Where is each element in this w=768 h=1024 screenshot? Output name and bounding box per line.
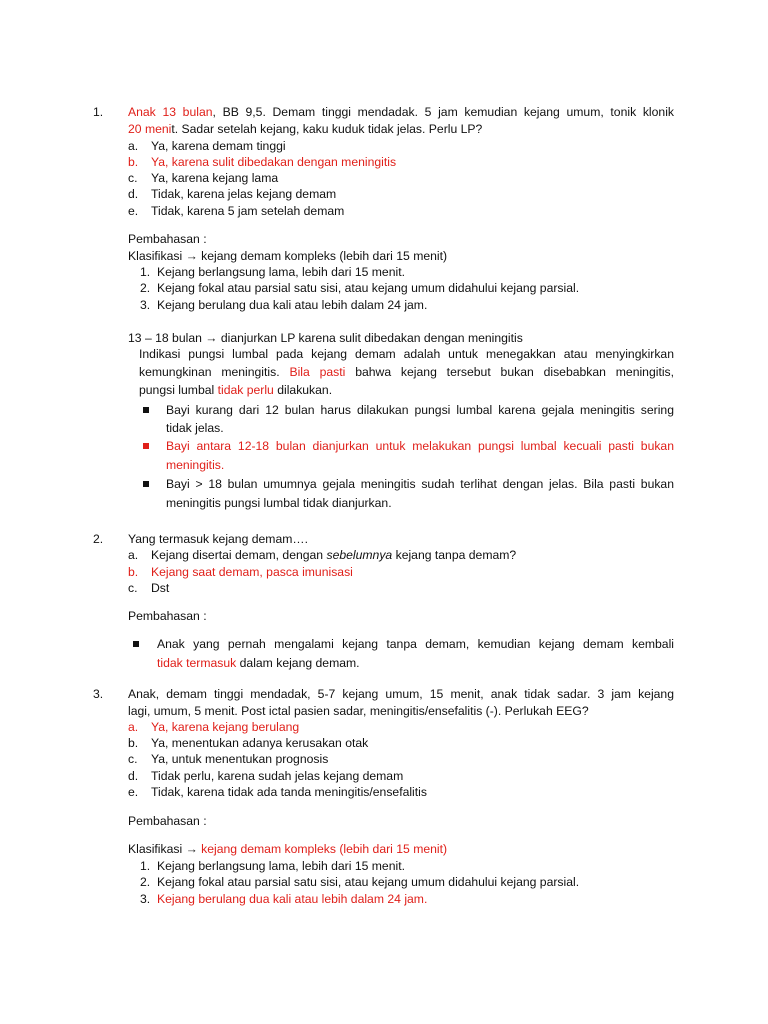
q1-criteria-1-num: 1. — [140, 265, 151, 279]
q1-stem-line-2 — [128, 121, 482, 137]
q3-criteria-1: Kejang berlangsung lama, lebih dari 15 menit. — [157, 859, 405, 873]
arrow-icon: → — [185, 249, 198, 263]
q2-option-c: Dst — [151, 581, 170, 595]
q1-bullet-2-l1: Bayi antara 12-18 bulan dianjurkan untuk melakukan pungsi lumbal kecuali pasti bukan — [166, 439, 674, 453]
q3-option-c: Ya, untuk menentukan prognosis — [151, 752, 329, 766]
q1-option-e: Tidak, karena 5 jam setelah demam — [151, 204, 345, 218]
q3-option-b: Ya, menentukan adanya kerusakan otak — [151, 736, 369, 750]
q1-criteria-3-num: 3. — [140, 298, 151, 312]
q1-age-line — [128, 330, 523, 346]
q1-stem-1: , BB 9,5. Demam tinggi mendadak. 5 jam kemudian kejang umum, tonik klonik — [212, 105, 674, 119]
q2-number: 2. — [93, 532, 104, 546]
q1-indikasi-3 — [139, 382, 332, 398]
q2-bullet-text: dalam kejang demam. — [239, 656, 360, 670]
q2-option-a-em: sebelumnya — [326, 548, 393, 562]
q3-klasifikasi-prefix: Klasifikasi — [128, 842, 183, 856]
q1-discussion-label: Pembahasan : — [128, 232, 207, 246]
q1-indikasi-3b: dilakukan. — [277, 383, 333, 397]
q1-klasifikasi-prefix: Klasifikasi — [128, 249, 183, 263]
q3-option-e: Tidak, karena tidak ada tanda meningitis/ensefalitis — [151, 785, 427, 799]
q2-option-a-2: kejang tanpa demam? — [395, 548, 517, 562]
q3-criteria-3-num: 3. — [140, 892, 151, 906]
q1-indikasi-1: Indikasi pungsi lumbal pada kejang demam adalah untuk menegakkan atau menyingkirkan — [139, 347, 674, 361]
q3-option-c-letter: c. — [128, 752, 138, 766]
q2-option-c-letter: c. — [128, 581, 138, 595]
q1-indikasi-2a: kemungkinan meningitis. — [139, 365, 280, 379]
q1-option-c: Ya, karena kejang lama — [151, 171, 279, 185]
q3-option-a: Ya, karena kejang berulang — [151, 720, 300, 734]
q1-age-text: dianjurkan LP karena sulit dibedakan dengan meningitis — [220, 331, 523, 345]
q1-criteria-1: Kejang berlangsung lama, lebih dari 15 menit. — [157, 265, 405, 279]
q1-stem-red-1: Anak 13 bulan — [128, 105, 213, 119]
q3-stem-line-2: lagi, umum, 5 menit. Post ictal pasien sadar, meningitis/ensefalitis (-). Perlukah EEG? — [128, 704, 589, 718]
q1-option-d-letter: d. — [128, 187, 139, 201]
q3-number: 3. — [93, 687, 104, 701]
q2-stem: Yang termasuk kejang demam…. — [128, 532, 308, 546]
q1-bullet-3-l1: Bayi > 18 bulan umumnya gejala meningitis sudah terlihat dengan jelas. Bila pasti bukan — [166, 477, 674, 491]
q1-bullet-1-l1: Bayi kurang dari 12 bulan harus dilakukan pungsi lumbal karena gejala meningitis sering — [166, 403, 674, 417]
q1-criteria-3: Kejang berulang dua kali atau lebih dalam 24 jam. — [157, 298, 428, 312]
q1-option-b-letter: b. — [128, 155, 139, 169]
q1-indikasi-2 — [139, 364, 674, 380]
q1-bullet-1-l2: tidak jelas. — [166, 421, 224, 435]
q1-criteria-2: Kejang fokal atau parsial satu sisi, atau kejang umum didahului kejang parsial. — [157, 281, 580, 295]
q2-option-a — [151, 547, 516, 563]
q1-age-prefix: 13 – 18 bulan — [128, 331, 202, 345]
q1-bullet-3-l2: meningitis pungsi lumbal tidak dianjurkan. — [166, 496, 392, 510]
q3-option-e-letter: e. — [128, 785, 139, 799]
q1-option-e-letter: e. — [128, 204, 139, 218]
q3-discussion-label: Pembahasan : — [128, 814, 207, 828]
q3-criteria-2-num: 2. — [140, 875, 151, 889]
q1-indikasi-2b: bahwa kejang tersebut bukan disebabkan meningitis, — [355, 365, 675, 379]
bullet-icon — [133, 641, 139, 647]
q1-option-c-letter: c. — [128, 171, 138, 185]
q2-discussion-label: Pembahasan : — [128, 609, 207, 623]
bullet-icon — [143, 443, 149, 449]
q3-option-b-letter: b. — [128, 736, 139, 750]
q3-criteria-1-num: 1. — [140, 859, 151, 873]
q3-option-d-letter: d. — [128, 769, 139, 783]
q2-option-b: Kejang saat demam, pasca imunisasi — [151, 565, 353, 579]
bullet-icon — [143, 481, 149, 487]
q3-klasifikasi — [128, 841, 447, 857]
arrow-icon: → — [205, 331, 218, 345]
q3-criteria-3: Kejang berulang dua kali atau lebih dalam 24 jam. — [157, 892, 428, 906]
q2-option-a-1: Kejang disertai demam, dengan — [151, 548, 324, 562]
q1-klasifikasi-text: kejang demam kompleks (lebih dari 15 menit) — [201, 249, 448, 263]
q1-klasifikasi — [128, 248, 447, 264]
q2-option-a-letter: a. — [128, 548, 139, 562]
q1-stem-red-2: 20 meni — [128, 122, 172, 136]
q1-criteria-2-num: 2. — [140, 281, 151, 295]
q1-indikasi-3a: pungsi lumbal — [139, 383, 215, 397]
q2-bullet-l2 — [157, 655, 360, 671]
q3-option-a-letter: a. — [128, 720, 139, 734]
q3-stem-line-1: Anak, demam tinggi mendadak, 5-7 kejang umum, 15 menit, anak tidak sadar. 3 jam kejang — [128, 687, 674, 701]
q3-criteria-2: Kejang fokal atau parsial satu sisi, atau kejang umum didahului kejang parsial. — [157, 875, 580, 889]
q3-option-d: Tidak perlu, karena sudah jelas kejang demam — [151, 769, 404, 783]
q2-bullet-red: tidak termasuk — [157, 656, 237, 670]
q1-stem-line-1 — [128, 104, 674, 120]
q1-indikasi-3-red: tidak perlu — [217, 383, 274, 397]
q1-option-a: Ya, karena demam tinggi — [151, 139, 286, 153]
q1-option-b: Ya, karena sulit dibedakan dengan meningitis — [151, 155, 397, 169]
arrow-icon: → — [185, 842, 198, 856]
q2-option-b-letter: b. — [128, 565, 139, 579]
q1-number: 1. — [93, 105, 104, 119]
q1-option-a-letter: a. — [128, 139, 139, 153]
q1-bullet-2-l2: meningitis. — [166, 458, 225, 472]
bullet-icon — [143, 407, 149, 413]
q2-bullet-l1: Anak yang pernah mengalami kejang tanpa demam, kemudian kejang demam kembali — [157, 637, 674, 651]
q3-klasifikasi-text: kejang demam kompleks (lebih dari 15 menit) — [201, 842, 448, 856]
q1-indikasi-2-red: Bila pasti — [289, 365, 346, 379]
q1-option-d: Tidak, karena jelas kejang demam — [151, 187, 337, 201]
q1-stem-2: t. Sadar setelah kejang, kaku kuduk tidak jelas. Perlu LP? — [171, 122, 483, 136]
